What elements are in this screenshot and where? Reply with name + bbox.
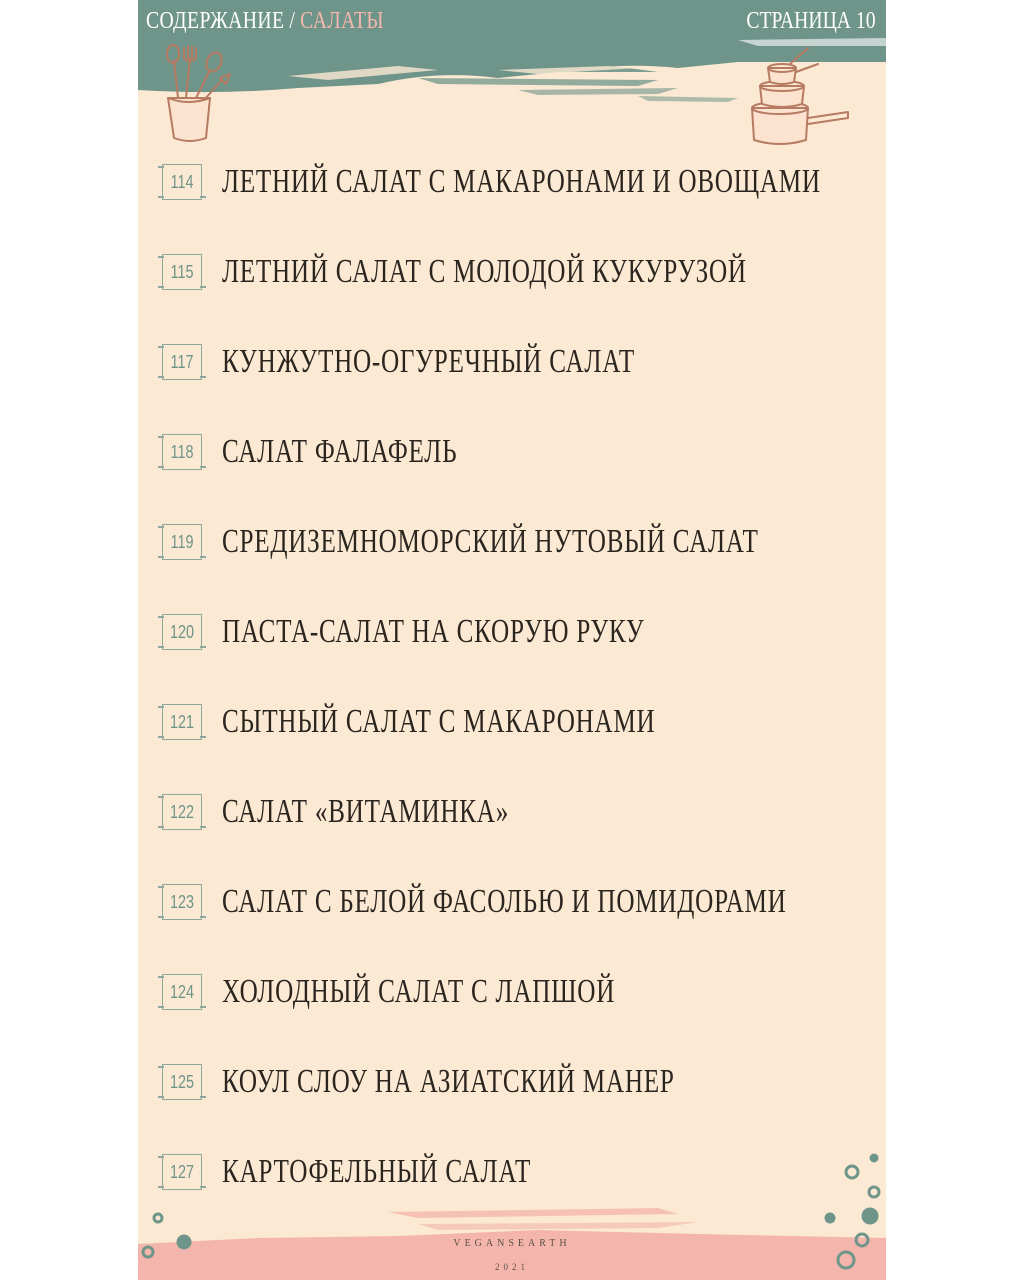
toc-recipe-title[interactable]: ПАСТА-САЛАТ НА СКОРУЮ РУКУ	[222, 613, 645, 650]
frame-tick	[158, 616, 164, 618]
frame-tick	[158, 346, 164, 348]
breadcrumb-root[interactable]: СОДЕРЖАНИЕ	[146, 8, 285, 34]
toc-item[interactable]	[158, 610, 878, 700]
page-number-box	[158, 1062, 206, 1102]
toc-item[interactable]	[158, 970, 878, 1060]
toc-recipe-title[interactable]: САЛАТ ФАЛАФЕЛЬ	[222, 433, 458, 470]
breadcrumb-current: САЛАТЫ	[300, 8, 385, 34]
page-number-box	[158, 162, 206, 202]
page-number-box	[158, 882, 206, 922]
page-number-box	[158, 612, 206, 652]
toc-item[interactable]	[158, 340, 878, 430]
page-number-box	[158, 792, 206, 832]
brand-name: VEGANSEARTH	[453, 1238, 571, 1249]
frame-tick	[200, 916, 206, 918]
page-number-box	[158, 342, 206, 382]
toc-recipe-title[interactable]: ЛЕТНИЙ САЛАТ С МАКАРОНАМИ И ОВОЩАМИ	[222, 163, 821, 200]
page-number-box	[158, 432, 206, 472]
frame-tick	[158, 286, 164, 288]
cooking-pots-icon	[744, 46, 854, 150]
breadcrumb-separator: /	[289, 8, 296, 34]
frame-tick	[158, 706, 164, 708]
toc-recipe-title[interactable]: САЛАТ С БЕЛОЙ ФАСОЛЬЮ И ПОМИДОРАМИ	[222, 883, 787, 920]
toc-recipe-title[interactable]: СРЕДИЗЕМНОМОРСКИЙ НУТОВЫЙ САЛАТ	[222, 523, 759, 560]
frame-tick	[158, 826, 164, 828]
frame-tick	[200, 646, 206, 648]
toc-recipe-title[interactable]: КАРТОФЕЛЬНЫЙ САЛАТ	[222, 1153, 532, 1190]
frame-tick	[158, 1066, 164, 1068]
toc-recipe-title[interactable]: ХОЛОДНЫЙ САЛАТ С ЛАПШОЙ	[222, 973, 616, 1010]
frame-tick	[200, 1096, 206, 1098]
toc-recipe-title[interactable]: САЛАТ «ВИТАМИНКА»	[222, 793, 510, 830]
toc-page-number: 115	[170, 262, 194, 282]
frame-tick	[158, 1006, 164, 1008]
toc-item[interactable]	[158, 700, 878, 790]
toc-item[interactable]	[158, 790, 878, 880]
toc-item[interactable]	[158, 880, 878, 970]
toc-item[interactable]	[158, 520, 878, 610]
page-number-box	[158, 702, 206, 742]
utensils-jar-icon	[160, 40, 236, 144]
toc-page-number: 120	[169, 622, 195, 642]
toc-page-number: 123	[169, 892, 195, 912]
frame-tick	[200, 376, 206, 378]
toc-page-number: 125	[169, 1072, 195, 1092]
toc-page-number: 127	[169, 1162, 195, 1182]
frame-tick	[158, 166, 164, 168]
page-number-box	[158, 252, 206, 292]
toc-item[interactable]	[158, 250, 878, 340]
table-of-contents	[158, 160, 878, 1240]
frame-tick	[158, 646, 164, 648]
frame-tick	[158, 976, 164, 978]
toc-recipe-title[interactable]: СЫТНЫЙ САЛАТ С МАКАРОНАМИ	[222, 703, 656, 740]
toc-item[interactable]	[158, 1060, 878, 1150]
recipe-book-page	[138, 0, 886, 1280]
toc-page-number: 124	[169, 982, 195, 1002]
frame-tick	[158, 376, 164, 378]
frame-tick	[158, 256, 164, 258]
toc-page-number: 118	[170, 442, 194, 462]
frame-tick	[200, 1006, 206, 1008]
page-number: СТРАНИЦА 10	[746, 8, 876, 34]
frame-tick	[200, 826, 206, 828]
frame-tick	[158, 556, 164, 558]
page-number-box	[158, 972, 206, 1012]
toc-item[interactable]	[158, 430, 878, 520]
frame-tick	[158, 736, 164, 738]
frame-tick	[200, 466, 206, 468]
frame-tick	[158, 196, 164, 198]
frame-tick	[158, 526, 164, 528]
frame-tick	[200, 196, 206, 198]
toc-recipe-title[interactable]: ЛЕТНИЙ САЛАТ С МОЛОДОЙ КУКУРУЗОЙ	[222, 253, 747, 290]
toc-page-number: 122	[169, 802, 195, 822]
page-number-box	[158, 522, 206, 562]
toc-item[interactable]	[158, 160, 878, 250]
frame-tick	[158, 796, 164, 798]
toc-recipe-title[interactable]: КОУЛ СЛОУ НА АЗИАТСКИЙ МАНЕР	[222, 1063, 675, 1100]
frame-tick	[158, 886, 164, 888]
frame-tick	[158, 1096, 164, 1098]
toc-page-number: 119	[170, 532, 194, 552]
breadcrumb	[146, 8, 384, 35]
toc-page-number: 114	[170, 172, 194, 192]
frame-tick	[200, 556, 206, 558]
frame-tick	[200, 286, 206, 288]
frame-tick	[158, 466, 164, 468]
toc-page-number: 121	[169, 712, 195, 732]
frame-tick	[200, 736, 206, 738]
toc-page-number: 117	[170, 352, 194, 372]
frame-tick	[158, 436, 164, 438]
toc-recipe-title[interactable]: КУНЖУТНО-ОГУРЕЧНЫЙ САЛАТ	[222, 343, 636, 380]
dots-decoration-icon	[138, 1140, 886, 1280]
frame-tick	[158, 916, 164, 918]
brand-year: 2021	[495, 1262, 529, 1272]
